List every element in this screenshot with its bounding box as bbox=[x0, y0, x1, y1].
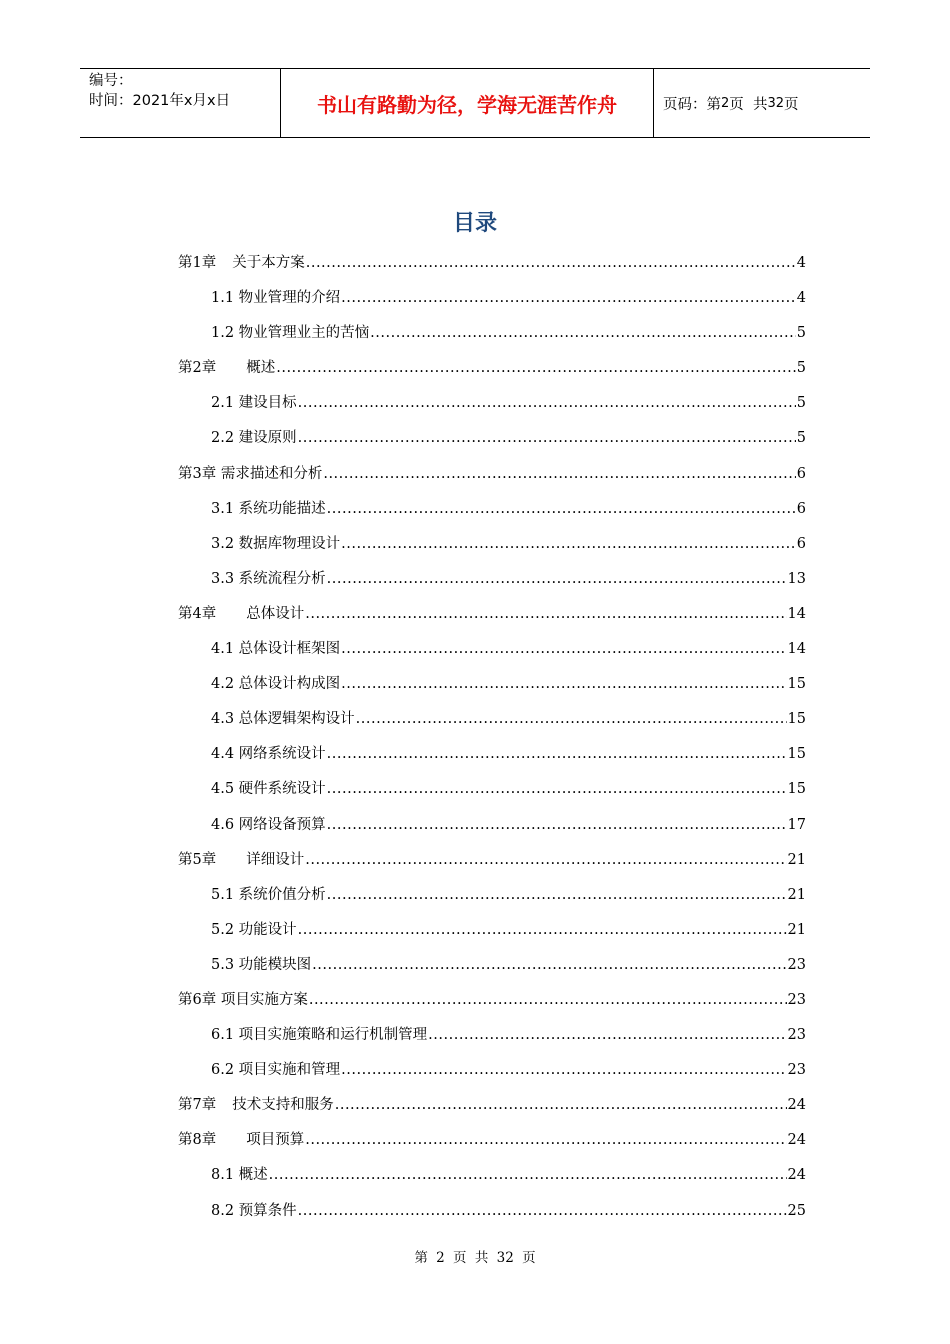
toc-entry-page: 24 bbox=[787, 1167, 806, 1184]
toc-dot-leader bbox=[276, 355, 796, 381]
toc-dot-leader bbox=[312, 952, 786, 978]
toc-dot-leader bbox=[327, 566, 787, 592]
toc-entry-page: 5 bbox=[796, 430, 806, 447]
toc-entry[interactable] bbox=[178, 250, 806, 285]
toc-entry-page: 23 bbox=[787, 1062, 806, 1079]
toc-entry-label: 1.2 物业管理业主的苦恼 bbox=[211, 325, 370, 342]
toc-entry[interactable] bbox=[178, 601, 806, 636]
toc-entry[interactable] bbox=[178, 425, 806, 460]
toc-dot-leader bbox=[356, 706, 787, 732]
toc-entry-label: 4.6 网络设备预算 bbox=[211, 816, 326, 833]
toc-dot-leader bbox=[341, 1057, 786, 1083]
toc-entry-label: 第1章 关于本方案 bbox=[178, 255, 305, 271]
toc-entry-page: 15 bbox=[787, 711, 806, 728]
toc-entry[interactable] bbox=[178, 531, 806, 566]
toc-entry[interactable] bbox=[178, 285, 806, 320]
toc-dot-leader bbox=[327, 776, 787, 802]
toc-dot-leader bbox=[327, 496, 796, 522]
toc-entry[interactable] bbox=[178, 636, 806, 671]
toc-entry[interactable] bbox=[178, 882, 806, 917]
toc-entry-page: 4 bbox=[796, 255, 806, 271]
toc-dot-leader bbox=[298, 917, 787, 943]
toc-entry-label: 4.2 总体设计构成图 bbox=[211, 676, 341, 693]
toc-entry-page: 6 bbox=[796, 465, 806, 482]
toc-entry-page: 4 bbox=[796, 290, 806, 307]
toc-entry-page: 23 bbox=[787, 956, 806, 973]
toc-entry-label: 3.1 系统功能描述 bbox=[211, 500, 326, 517]
toc-entry-page: 6 bbox=[796, 535, 806, 552]
toc-entry-page: 5 bbox=[796, 395, 806, 412]
toc-entry[interactable] bbox=[178, 461, 806, 496]
toc-dot-leader bbox=[341, 636, 786, 662]
toc-entry-page: 15 bbox=[787, 746, 806, 763]
toc-entry-page: 14 bbox=[787, 641, 806, 658]
header-info-cell bbox=[80, 69, 281, 137]
toc-entry-label: 3.2 数据库物理设计 bbox=[211, 535, 341, 552]
toc-entry-page: 17 bbox=[787, 816, 806, 833]
toc-entry[interactable] bbox=[178, 812, 806, 847]
toc-entry-label: 第4章 总体设计 bbox=[178, 605, 305, 622]
table-of-contents bbox=[178, 250, 806, 1233]
toc-dot-leader bbox=[327, 882, 787, 908]
page-mid: 页 共 bbox=[729, 96, 768, 113]
doc-code-label: 编号： bbox=[89, 73, 133, 89]
toc-entry-page: 15 bbox=[787, 676, 806, 693]
toc-entry-label: 3.3 系统流程分析 bbox=[211, 570, 326, 587]
toc-entry-page: 21 bbox=[787, 886, 806, 903]
toc-entry[interactable] bbox=[178, 1092, 806, 1127]
toc-entry-page: 15 bbox=[787, 781, 806, 798]
toc-entry[interactable] bbox=[178, 1162, 806, 1197]
header-motto: 书山有路勤为径，学海无涯苦作舟 bbox=[281, 69, 654, 137]
page-total: 32 bbox=[767, 95, 785, 111]
toc-entry-label: 4.1 总体设计框架图 bbox=[211, 641, 341, 658]
toc-entry-label: 5.2 功能设计 bbox=[211, 921, 297, 938]
toc-entry-page: 5 bbox=[796, 360, 806, 377]
toc-entry[interactable] bbox=[178, 706, 806, 741]
toc-entry-label: 4.3 总体逻辑架构设计 bbox=[211, 711, 355, 728]
toc-entry[interactable] bbox=[178, 496, 806, 531]
toc-entry[interactable] bbox=[178, 1198, 806, 1233]
toc-entry-label: 第3章 需求描述和分析 bbox=[178, 465, 323, 482]
toc-title: 目录 bbox=[452, 211, 497, 236]
toc-dot-leader bbox=[309, 987, 787, 1013]
header-page-number bbox=[654, 69, 870, 137]
toc-entry-label: 6.2 项目实施和管理 bbox=[211, 1062, 341, 1079]
toc-entry-page: 6 bbox=[796, 500, 806, 517]
toc-dot-leader bbox=[298, 425, 796, 451]
toc-entry[interactable] bbox=[178, 1127, 806, 1162]
toc-entry-page: 23 bbox=[787, 991, 806, 1008]
toc-entry-label: 5.3 功能模块图 bbox=[211, 956, 312, 973]
toc-entry-label: 1.1 物业管理的介绍 bbox=[211, 290, 341, 307]
toc-entry-label: 2.2 建设原则 bbox=[211, 430, 297, 447]
page-suffix: 页 bbox=[784, 96, 799, 113]
toc-entry-label: 第7章 技术支持和服务 bbox=[178, 1097, 334, 1114]
toc-dot-leader bbox=[305, 1127, 786, 1153]
toc-entry-label: 8.2 预算条件 bbox=[211, 1202, 297, 1219]
toc-entry-label: 第5章 详细设计 bbox=[178, 851, 305, 868]
toc-entry[interactable] bbox=[178, 847, 806, 882]
toc-entry-label: 第6章 项目实施方案 bbox=[178, 991, 308, 1008]
toc-dot-leader bbox=[327, 741, 787, 767]
page-prefix: 页码：第 bbox=[663, 96, 721, 113]
toc-entry-page: 21 bbox=[787, 921, 806, 938]
page-current: 2 bbox=[721, 95, 730, 111]
toc-entry-label: 5.1 系统价值分析 bbox=[211, 886, 326, 903]
toc-entry[interactable] bbox=[178, 741, 806, 776]
page-header bbox=[80, 68, 870, 138]
toc-entry[interactable] bbox=[178, 390, 806, 425]
toc-entry-label: 第2章 概述 bbox=[178, 360, 276, 377]
toc-dot-leader bbox=[305, 847, 786, 873]
toc-entry-page: 24 bbox=[787, 1132, 806, 1149]
toc-dot-leader bbox=[335, 1092, 787, 1118]
toc-dot-leader bbox=[269, 1162, 787, 1188]
toc-entry-page: 25 bbox=[787, 1202, 806, 1219]
toc-entry-label: 4.5 硬件系统设计 bbox=[211, 781, 326, 798]
toc-entry[interactable] bbox=[178, 917, 806, 952]
page-footer: 第 2 页 共 32 页 bbox=[414, 1250, 536, 1266]
toc-dot-leader bbox=[298, 390, 796, 416]
toc-entry-page: 5 bbox=[796, 325, 806, 342]
toc-entry-label: 2.1 建设目标 bbox=[211, 395, 297, 412]
toc-entry-label: 第8章 项目预算 bbox=[178, 1132, 305, 1149]
toc-entry[interactable] bbox=[178, 355, 806, 390]
toc-dot-leader bbox=[341, 531, 796, 557]
toc-entry[interactable] bbox=[178, 952, 806, 987]
toc-entry-label: 6.1 项目实施策略和运行机制管理 bbox=[211, 1027, 428, 1044]
toc-entry-page: 23 bbox=[787, 1027, 806, 1044]
toc-entry[interactable] bbox=[178, 320, 806, 355]
toc-dot-leader bbox=[341, 285, 796, 311]
toc-entry[interactable] bbox=[178, 776, 806, 811]
toc-entry[interactable] bbox=[178, 987, 806, 1022]
toc-entry[interactable] bbox=[178, 1022, 806, 1057]
toc-entry[interactable] bbox=[178, 566, 806, 601]
toc-dot-leader bbox=[327, 812, 787, 838]
toc-entry-page: 14 bbox=[787, 605, 806, 622]
toc-entry-label: 8.1 概述 bbox=[211, 1167, 268, 1184]
toc-entry-page: 24 bbox=[787, 1097, 806, 1114]
toc-dot-leader bbox=[323, 461, 795, 487]
doc-time-label: 时间：2021年x月x日 bbox=[89, 93, 231, 109]
toc-entry-page: 21 bbox=[787, 851, 806, 868]
toc-dot-leader bbox=[428, 1022, 786, 1048]
toc-entry[interactable] bbox=[178, 1057, 806, 1092]
toc-dot-leader bbox=[305, 601, 786, 627]
toc-dot-leader bbox=[341, 671, 786, 697]
toc-dot-leader bbox=[306, 250, 796, 276]
toc-entry-label: 4.4 网络系统设计 bbox=[211, 746, 326, 763]
toc-dot-leader bbox=[298, 1198, 787, 1224]
toc-entry-page: 13 bbox=[787, 570, 806, 587]
toc-entry[interactable] bbox=[178, 671, 806, 706]
toc-dot-leader bbox=[370, 320, 796, 346]
